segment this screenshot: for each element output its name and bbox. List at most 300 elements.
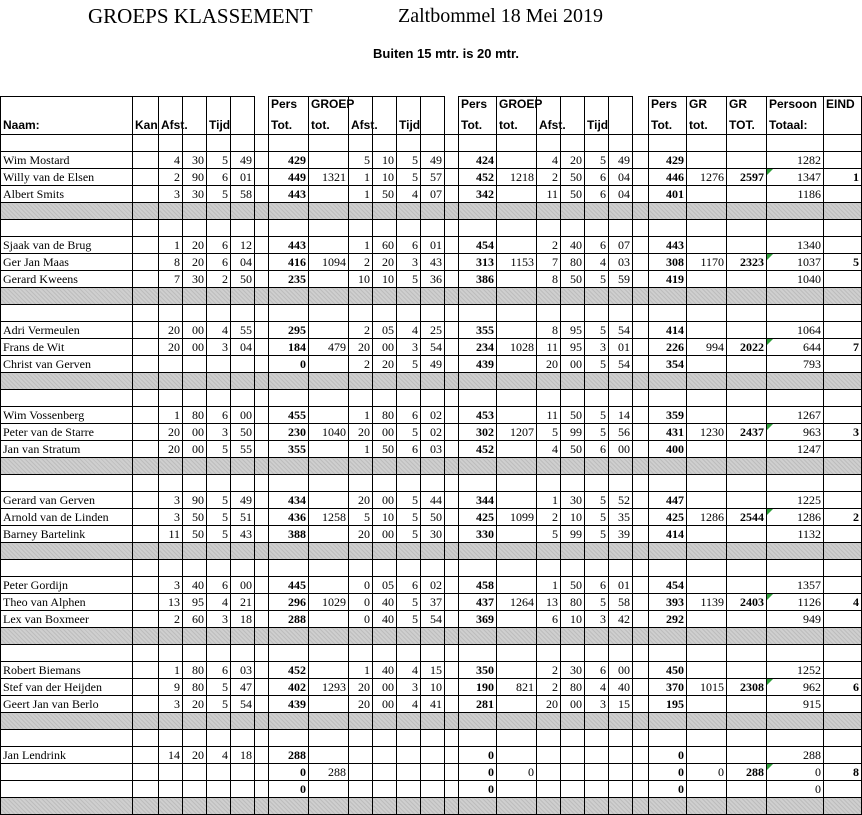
table-cell: 5 (207, 696, 231, 713)
table-cell: 10 (349, 271, 373, 288)
table-cell: 2437 (727, 424, 767, 441)
table-cell: 5 (397, 509, 421, 526)
table-cell: 00 (373, 696, 397, 713)
table-cell (255, 356, 269, 373)
table-cell: 21 (231, 594, 255, 611)
table-cell (824, 492, 862, 509)
empty-cell (397, 390, 421, 407)
empty-cell (767, 390, 824, 407)
table-cell (445, 492, 459, 509)
empty-cell (537, 730, 561, 747)
empty-cell (159, 288, 183, 305)
empty-cell (255, 135, 269, 152)
table-cell: 5 (397, 594, 421, 611)
table-cell: 04 (231, 254, 255, 271)
empty-cell (397, 135, 421, 152)
table-cell: 447 (649, 492, 687, 509)
header-cell (207, 97, 231, 118)
empty-cell (269, 288, 309, 305)
spacer-row (1, 730, 862, 747)
table-cell: 90 (183, 169, 207, 186)
table-cell: 5 (397, 611, 421, 628)
empty-cell (561, 203, 585, 220)
table-cell (133, 441, 159, 458)
table-cell (421, 747, 445, 764)
table-cell: 1037 (767, 254, 824, 271)
empty-cell (397, 373, 421, 390)
table-cell (133, 611, 159, 628)
empty-cell (727, 390, 767, 407)
empty-cell (159, 628, 183, 645)
table-cell: 5 (585, 356, 609, 373)
table-cell: 2 (537, 509, 561, 526)
table-cell: 6 (824, 679, 862, 696)
table-cell: 57 (421, 169, 445, 186)
empty-cell (824, 543, 862, 560)
empty-cell (585, 305, 609, 322)
table-cell (687, 662, 727, 679)
empty-cell (727, 220, 767, 237)
table-cell (445, 662, 459, 679)
table-row (1, 577, 862, 594)
table-cell: 04 (609, 186, 633, 203)
empty-cell (159, 135, 183, 152)
empty-cell (459, 645, 497, 662)
empty-cell (183, 288, 207, 305)
header-cell (445, 97, 459, 118)
empty-cell (231, 645, 255, 662)
empty-cell (183, 458, 207, 475)
table-cell (133, 679, 159, 696)
table-cell: 4 (537, 152, 561, 169)
header-cell: Afst. (537, 117, 561, 135)
table-cell: 59 (609, 271, 633, 288)
empty-cell (1, 390, 133, 407)
empty-cell (497, 373, 537, 390)
table-cell (309, 407, 349, 424)
table-cell: 1321 (309, 169, 349, 186)
spacer-row (1, 305, 862, 322)
table-row (1, 526, 862, 543)
table-cell: 10 (373, 271, 397, 288)
empty-cell (633, 305, 649, 322)
table-cell: 8 (537, 322, 561, 339)
table-cell (255, 407, 269, 424)
empty-cell (159, 713, 183, 730)
empty-cell (373, 713, 397, 730)
header-cell: Tot. (459, 117, 497, 135)
empty-cell (309, 203, 349, 220)
empty-cell (459, 305, 497, 322)
empty-cell (497, 730, 537, 747)
empty-cell (445, 373, 459, 390)
empty-cell (373, 628, 397, 645)
table-cell: 2 (159, 169, 183, 186)
table-cell (309, 577, 349, 594)
table-cell (633, 424, 649, 441)
table-cell: 10 (373, 152, 397, 169)
table-cell: 4 (585, 679, 609, 696)
empty-cell (497, 628, 537, 645)
table-cell: 6 (585, 186, 609, 203)
empty-cell (255, 713, 269, 730)
empty-cell (397, 560, 421, 577)
empty-cell (255, 458, 269, 475)
header-cell: Totaal: (767, 117, 824, 135)
table-cell (133, 322, 159, 339)
table-cell (309, 611, 349, 628)
table-cell: 5 (585, 594, 609, 611)
empty-cell (687, 305, 727, 322)
table-cell (727, 492, 767, 509)
empty-cell (1, 798, 133, 815)
table-cell: 50 (561, 186, 585, 203)
table-cell (255, 441, 269, 458)
empty-cell (421, 288, 445, 305)
table-cell: 393 (649, 594, 687, 611)
table-row (1, 764, 862, 781)
table-cell: 13 (537, 594, 561, 611)
empty-cell (609, 645, 633, 662)
empty-cell (497, 135, 537, 152)
empty-cell (633, 560, 649, 577)
table-cell: 454 (459, 237, 497, 254)
table-cell (687, 747, 727, 764)
table-cell: 793 (767, 356, 824, 373)
empty-cell (231, 458, 255, 475)
empty-cell (207, 560, 231, 577)
participant-name: Gerard Kweens (1, 271, 133, 288)
empty-cell (207, 203, 231, 220)
empty-cell (373, 475, 397, 492)
group-separator (1, 373, 862, 390)
table-cell: 11 (159, 526, 183, 543)
empty-cell (649, 373, 687, 390)
table-cell: 5 (585, 526, 609, 543)
table-cell (133, 186, 159, 203)
empty-cell (497, 543, 537, 560)
table-cell: 00 (183, 441, 207, 458)
empty-cell (183, 645, 207, 662)
empty-cell (207, 645, 231, 662)
table-cell: 43 (231, 526, 255, 543)
empty-cell (561, 543, 585, 560)
empty-cell (373, 373, 397, 390)
table-cell: 1340 (767, 237, 824, 254)
table-cell (633, 441, 649, 458)
table-cell: 195 (649, 696, 687, 713)
table-cell: 5 (207, 679, 231, 696)
table-cell (133, 526, 159, 543)
table-cell (687, 271, 727, 288)
table-row (1, 271, 862, 288)
table-cell: 3 (585, 696, 609, 713)
table-cell: 5 (585, 271, 609, 288)
empty-cell (459, 543, 497, 560)
table-cell: 230 (269, 424, 309, 441)
header-cell: GROEP (497, 97, 537, 118)
table-cell (255, 271, 269, 288)
table-cell: 308 (649, 254, 687, 271)
table-cell: 1186 (767, 186, 824, 203)
table-cell: 1225 (767, 492, 824, 509)
table-cell: 05 (373, 322, 397, 339)
table-cell: 60 (373, 237, 397, 254)
table-cell (133, 339, 159, 356)
empty-cell (727, 203, 767, 220)
empty-cell (459, 390, 497, 407)
table-cell: 20 (183, 237, 207, 254)
table-cell: 235 (269, 271, 309, 288)
table-cell: 454 (649, 577, 687, 594)
table-cell: 455 (269, 407, 309, 424)
empty-cell (497, 798, 537, 815)
empty-cell (609, 543, 633, 560)
table-cell: 443 (269, 186, 309, 203)
table-cell (207, 764, 231, 781)
empty-cell (609, 288, 633, 305)
participant-name: Arnold van de Linden (1, 509, 133, 526)
empty-cell (824, 628, 862, 645)
table-cell: 1132 (767, 526, 824, 543)
empty-cell (309, 220, 349, 237)
empty-cell (649, 713, 687, 730)
table-cell (497, 186, 537, 203)
empty-cell (231, 288, 255, 305)
empty-cell (373, 288, 397, 305)
empty-cell (269, 798, 309, 815)
table-cell: 458 (459, 577, 497, 594)
table-cell: 425 (649, 509, 687, 526)
table-cell: 369 (459, 611, 497, 628)
empty-cell (445, 288, 459, 305)
header-cell: tot. (309, 117, 349, 135)
table-cell (824, 747, 862, 764)
table-cell: 401 (649, 186, 687, 203)
table-cell (255, 526, 269, 543)
empty-cell (687, 220, 727, 237)
empty-cell (585, 458, 609, 475)
empty-cell (824, 713, 862, 730)
empty-cell (609, 560, 633, 577)
table-cell: 40 (183, 577, 207, 594)
table-cell: 5 (585, 407, 609, 424)
empty-cell (824, 220, 862, 237)
header-cell (609, 97, 633, 118)
empty-cell (687, 135, 727, 152)
empty-cell (133, 560, 159, 577)
table-cell: 20 (159, 339, 183, 356)
empty-cell (421, 713, 445, 730)
empty-cell (159, 203, 183, 220)
table-cell (824, 662, 862, 679)
table-cell: 3 (159, 509, 183, 526)
table-cell: 302 (459, 424, 497, 441)
table-cell (445, 679, 459, 696)
empty-cell (445, 560, 459, 577)
empty-cell (269, 560, 309, 577)
empty-cell (133, 390, 159, 407)
empty-cell (687, 458, 727, 475)
table-cell: 54 (421, 339, 445, 356)
table-cell (397, 747, 421, 764)
empty-cell (445, 220, 459, 237)
empty-cell (373, 560, 397, 577)
table-cell (633, 322, 649, 339)
header-cell (633, 117, 649, 135)
table-row (1, 254, 862, 271)
empty-cell (727, 713, 767, 730)
table-cell: 01 (609, 339, 633, 356)
empty-cell (727, 798, 767, 815)
empty-cell (255, 730, 269, 747)
table-cell: 2022 (727, 339, 767, 356)
empty-cell (183, 305, 207, 322)
table-cell (497, 662, 537, 679)
table-row (1, 339, 862, 356)
table-cell: 20 (349, 696, 373, 713)
table-cell: 20 (537, 696, 561, 713)
table-cell: 7 (824, 339, 862, 356)
empty-cell (397, 798, 421, 815)
table-cell: 2 (349, 254, 373, 271)
table-cell (309, 237, 349, 254)
table-cell: 40 (373, 611, 397, 628)
table-cell (537, 764, 561, 781)
empty-cell (1, 645, 133, 662)
empty-cell (269, 645, 309, 662)
empty-cell (537, 628, 561, 645)
table-cell: 962 (767, 679, 824, 696)
table-cell (255, 594, 269, 611)
empty-cell (397, 458, 421, 475)
table-cell: 296 (269, 594, 309, 611)
empty-cell (349, 560, 373, 577)
table-cell (133, 407, 159, 424)
empty-cell (1, 135, 133, 152)
empty-cell (687, 475, 727, 492)
empty-cell (459, 373, 497, 390)
header-cell: GROEP (309, 97, 349, 118)
header-cell (633, 97, 649, 118)
table-cell: 1 (537, 492, 561, 509)
empty-cell (255, 220, 269, 237)
participant-name: Jan Lendrink (1, 747, 133, 764)
empty-cell (687, 390, 727, 407)
empty-cell (649, 798, 687, 815)
table-cell: 5 (397, 526, 421, 543)
table-cell: 1 (349, 186, 373, 203)
header-cell (397, 97, 421, 118)
table-cell: 01 (609, 577, 633, 594)
empty-cell (767, 543, 824, 560)
empty-cell (609, 220, 633, 237)
empty-cell (561, 713, 585, 730)
table-cell: 1040 (767, 271, 824, 288)
empty-cell (824, 645, 862, 662)
table-cell: 1 (159, 662, 183, 679)
table-cell: 00 (373, 424, 397, 441)
table-cell: 00 (609, 662, 633, 679)
table-cell: 184 (269, 339, 309, 356)
table-row (1, 322, 862, 339)
table-cell (727, 696, 767, 713)
table-cell (824, 271, 862, 288)
table-cell: 6 (585, 441, 609, 458)
table-cell (255, 492, 269, 509)
empty-cell (231, 475, 255, 492)
table-cell (183, 781, 207, 798)
empty-cell (349, 730, 373, 747)
table-cell (727, 662, 767, 679)
table-cell: 2 (207, 271, 231, 288)
table-cell (373, 747, 397, 764)
table-cell: 1040 (309, 424, 349, 441)
table-cell: 4 (824, 594, 862, 611)
empty-cell (309, 135, 349, 152)
empty-cell (727, 560, 767, 577)
empty-cell (585, 203, 609, 220)
table-cell (445, 696, 459, 713)
empty-cell (767, 305, 824, 322)
table-cell: 400 (649, 441, 687, 458)
table-cell: 11 (537, 186, 561, 203)
empty-cell (561, 560, 585, 577)
table-cell (255, 611, 269, 628)
table-cell: 0 (649, 781, 687, 798)
table-cell: 52 (609, 492, 633, 509)
table-cell (824, 152, 862, 169)
empty-cell (497, 390, 537, 407)
table-cell (609, 764, 633, 781)
empty-cell (649, 305, 687, 322)
table-cell (445, 611, 459, 628)
table-cell: 80 (183, 407, 207, 424)
table-cell: 00 (183, 424, 207, 441)
table-cell (561, 781, 585, 798)
table-cell (727, 407, 767, 424)
table-row (1, 169, 862, 186)
empty-cell (824, 305, 862, 322)
table-cell (349, 747, 373, 764)
empty-cell (421, 135, 445, 152)
table-cell (445, 764, 459, 781)
table-cell: 453 (459, 407, 497, 424)
table-cell (824, 322, 862, 339)
empty-cell (269, 390, 309, 407)
empty-cell (421, 390, 445, 407)
table-cell: 50 (561, 271, 585, 288)
empty-cell (269, 628, 309, 645)
table-row (1, 237, 862, 254)
empty-cell (585, 373, 609, 390)
table-cell: 452 (459, 441, 497, 458)
table-cell: 3 (207, 424, 231, 441)
table-cell: 479 (309, 339, 349, 356)
header-cell (255, 97, 269, 118)
table-cell: 5 (207, 526, 231, 543)
empty-cell (231, 543, 255, 560)
table-cell (309, 781, 349, 798)
table-cell: 99 (561, 424, 585, 441)
table-cell (633, 747, 649, 764)
empty-cell (397, 203, 421, 220)
table-cell: 6 (397, 441, 421, 458)
empty-cell (609, 373, 633, 390)
table-cell: 1 (824, 169, 862, 186)
table-cell: 4 (159, 152, 183, 169)
table-cell: 8 (824, 764, 862, 781)
